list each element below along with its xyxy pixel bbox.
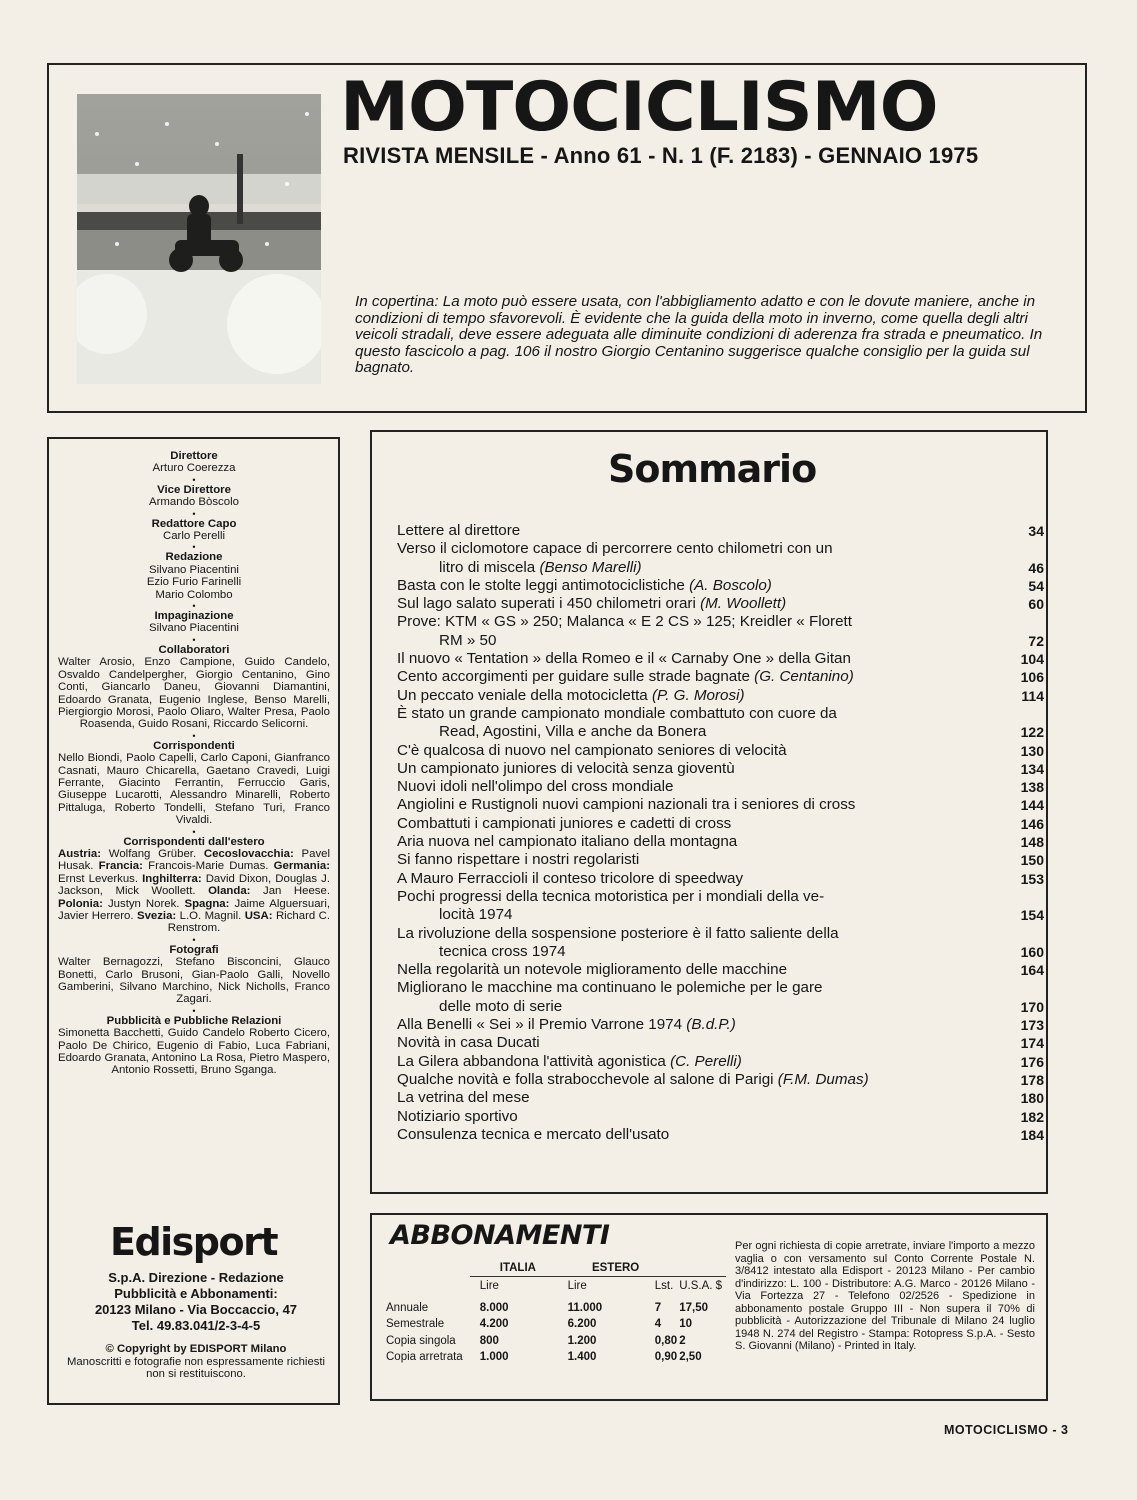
toc-entry-title: Migliorano le macchine ma continuano le polemiche per le gare	[397, 979, 823, 997]
country-label: USA:	[244, 910, 273, 922]
toc-page-number: 104	[1020, 651, 1044, 668]
toc-page-number: 144	[1020, 797, 1044, 814]
toc-entry	[397, 540, 1044, 577]
role-title: Redattore Capo	[151, 517, 237, 530]
corrispondenti-list: Nello Biondi, Paolo Capelli, Carlo Caponi, Gianfranco Casnati, Mauro Chicarella, Gaetano Cravedi, Luigi Ferrante, Giacinto Ferrantin, Ferruccio Garis, Giuseppe Lucarotti, Alessandro Minarelli, Roberto Pittaluga, Roberto Tondelli, Stefano Turi, Franco Vivaldi.	[58, 752, 330, 827]
country-names: Francois-Marie Dumas.	[148, 860, 269, 873]
toc-entry-title: La Gilera abbandona l'attività agonistica	[397, 1052, 666, 1070]
country-label: Olanda:	[208, 885, 251, 898]
toc-entry-title: Il nuovo « Tentation » della Romeo e il « Carnaby One » della Gitan	[397, 650, 851, 668]
staff-name: Mario Colombo	[155, 588, 233, 601]
toc-page-number: 148	[1020, 834, 1044, 851]
motorcyclist-in-snow-image	[77, 94, 321, 384]
toc-entry	[397, 778, 1044, 796]
toc-entry	[397, 796, 1044, 814]
toc-page-number: 174	[1020, 1035, 1044, 1052]
toc-page-number: 34	[1028, 523, 1044, 539]
toc-entry	[397, 1089, 1044, 1107]
toc-page-number: 153	[1020, 870, 1044, 887]
toc-entry	[397, 577, 1044, 595]
price-cell: 0,90	[654, 1351, 678, 1364]
role-title: Direttore	[170, 450, 218, 462]
fotografi-list: Walter Bernagozzi, Stefano Bisconcini, Glauco Bonetti, Carlo Brusoni, Gian-Paolo Galli, Novello Gamberini, Silvano Marchino, Nick Nicholls, Franco Zagari.	[58, 956, 330, 1006]
toc-entry	[397, 760, 1044, 778]
toc-entry-title: Consulenza tecnica e mercato dell'usato	[397, 1125, 670, 1143]
toc-entry	[397, 1071, 1044, 1089]
separator-dot: •	[192, 508, 196, 519]
toc-page-number: 60	[1028, 596, 1044, 613]
copyright-notice	[60, 1343, 332, 1381]
staff-name: Silvano Piacentini	[149, 563, 239, 576]
subscription-price-table	[386, 1260, 726, 1365]
toc-entry-line	[397, 577, 982, 595]
country-names: Justyn Norek.	[107, 897, 180, 910]
toc-page-number: 72	[1028, 632, 1044, 649]
toc-entry-title: Si fanno rispettare i nostri regolaristi	[397, 851, 640, 869]
toc-entry-title: Aria nuova nel campionato italiano della montagna	[397, 833, 738, 851]
price-cell: 2,50	[679, 1351, 702, 1364]
toc-page-number: 54	[1028, 577, 1044, 594]
toc-entry-title: Basta con le stolte leggi antimotociclistiche	[397, 576, 685, 594]
country-names: Jan Heese.	[263, 885, 330, 898]
country-label: Cecoslovacchia:	[203, 847, 294, 860]
country-names: Pavel Husak.	[58, 847, 331, 873]
toc-page-number: 182	[1020, 1108, 1044, 1125]
toc-entry-title: Angiolini e Rustignoli nuovi campioni nazionali tra i seniores di cross	[397, 796, 856, 814]
toc-entry	[397, 1034, 1044, 1052]
price-cell: 8.000	[479, 1301, 509, 1314]
role-title: Corrispondenti	[153, 739, 235, 752]
toc-entry-line	[397, 1016, 982, 1034]
toc-entry-title: Nella regolarità un notevole miglioramento delle macchine	[397, 961, 788, 979]
toc-entry-title: Un peccato veniale della motocicletta	[397, 686, 648, 704]
country-label: Polonia:	[58, 897, 103, 910]
separator-dot: •	[192, 474, 196, 485]
toc-entry-title: Pochi progressi della tecnica motoristica per i mondiali della ve-	[397, 887, 825, 905]
toc-entry-line	[397, 595, 982, 613]
publisher-line: Pubblicità e Abbonamenti:	[114, 1286, 278, 1301]
toc-page-number: 122	[1020, 724, 1044, 741]
separator-dot: •	[192, 1005, 196, 1016]
toc-page-number: 130	[1020, 742, 1044, 759]
toc-entry-author: (Benso Marelli)	[539, 558, 642, 576]
toc-entry-author: (C. Perelli)	[670, 1052, 742, 1070]
toc-entry	[397, 851, 1044, 869]
toc-entry-title: Sul lago salato superati i 450 chilometri orari	[397, 595, 696, 613]
publisher-line: 20123 Milano - Via Boccaccio, 47	[94, 1302, 298, 1317]
subscription-notes: Per ogni richiesta di copie arretrate, inviare l'importo a mezzo vaglia o con versamento sul Conto Corrente Postale N. 3/8412 intestato alla Edisport - 20123 Milano - Per cambio d'indirizzo: L. 100 - Distributore: A.G. Marco - 20126 Milano - Via Fortezza 27 - Telefono 02/2526 - Spedizione in abbonamento postale Gruppo III - Non supera il 70% di pubblicità - Autorizzazione del Tribunale di Milano 24 luglio 1948 N. 274 del Registro - Stampa: Rotopress S.p.A. - Sesto S. Giovanni (Milano) - Printed in Italy.	[735, 1240, 1035, 1352]
toc-entry-title: Qualche novità e folla strabocchevole al salone di Parigi	[397, 1070, 774, 1088]
table-of-contents	[397, 522, 1044, 1144]
toc-page-number: 134	[1020, 760, 1044, 777]
separator-dot: •	[192, 601, 196, 612]
separator-dot: •	[192, 826, 196, 837]
manuscripts-notice: Manoscritti e fotografie non espressamente richiesti non si restituiscono.	[66, 1355, 326, 1381]
country-label: Austria:	[58, 847, 102, 860]
toc-entry	[397, 668, 1044, 686]
toc-page-number: 150	[1020, 852, 1044, 869]
country-label: Svezia:	[136, 910, 177, 922]
toc-entry	[397, 1126, 1044, 1144]
publisher-address	[60, 1270, 332, 1334]
toc-entry	[397, 595, 1044, 613]
toc-entry	[397, 687, 1044, 705]
toc-page-number: 170	[1020, 998, 1044, 1015]
toc-entry	[397, 979, 1044, 1016]
toc-page-number: 154	[1020, 907, 1044, 924]
column-header: Lst.	[654, 1279, 674, 1292]
cover-caption: In copertina: La moto può essere usata, con l'abbigliamento adatto e con le dovute maniere, anche in condizioni di tempo sfavorevoli. È evidente che la guida della moto in inverno, come quella degli altri veicoli stradali, deve essere adeguata alle diminuite condizioni di aderenza fra strada e pneumatico. In questo fascicolo a pag. 106 il nostro Giorgio Centanino suggerisce qualche consiglio per la guida sul bagnato.	[355, 293, 1043, 376]
price-row	[386, 1300, 726, 1316]
subscriptions-title: ABBONAMENTI	[390, 1220, 610, 1251]
toc-entry-title: RM » 50	[439, 631, 497, 649]
toc-entry-author: (A. Boscolo)	[689, 576, 772, 594]
toc-entry-title: Alla Benelli « Sei » il Premio Varrone 1974	[397, 1016, 683, 1034]
country-names: Jaime Alguersuari, Javier Herrero.	[58, 897, 331, 922]
toc-entry-title: Verso il ciclomotore capace di percorrere cento chilometri con un	[397, 540, 833, 558]
toc-page-number: 106	[1020, 669, 1044, 686]
toc-entry-line	[397, 559, 982, 577]
issue-subtitle: RIVISTA MENSILE - Anno 61 - N. 1 (F. 2183) - GENNAIO 1975	[343, 143, 979, 168]
role-title: Fotografi	[169, 943, 219, 956]
role-title: Vice Direttore	[157, 483, 231, 496]
toc-page-number: 176	[1020, 1053, 1044, 1070]
toc-page-number: 180	[1020, 1090, 1044, 1107]
price-column-headers	[386, 1277, 726, 1294]
price-cell: 10	[679, 1318, 693, 1331]
pubblicita-list: Simonetta Bacchetti, Guido Candelo Roberto Cicero, Paolo De Chirico, Eugenio di Fabio, Luca Fabriani, Edoardo Granata, Antonino La Rosa, Pietro Maspero, Antonio Rossetti, Bruno Sganga.	[58, 1027, 330, 1077]
group-italia: ITALIA ESTERO	[470, 1260, 655, 1277]
row-label: Copia arretrata	[386, 1351, 463, 1364]
row-label: Copia singola	[386, 1334, 456, 1347]
separator-dot: •	[192, 542, 196, 553]
price-row	[386, 1333, 726, 1349]
price-row	[386, 1349, 726, 1365]
toc-entry-title: litro di miscela	[439, 558, 536, 576]
toc-entry	[397, 870, 1044, 888]
price-cell: 11.000	[567, 1301, 603, 1314]
toc-entry	[397, 613, 1044, 650]
publisher-line: Tel. 49.83.041/2-3-4-5	[131, 1318, 261, 1333]
toc-entry-title: Lettere al direttore	[397, 522, 521, 539]
separator-dot: •	[192, 934, 196, 945]
toc-entry	[397, 815, 1044, 833]
toc-page-number: 146	[1020, 815, 1044, 832]
country-names: David Dixon, Douglas J. Jackson, Mick Woollett.	[58, 872, 330, 898]
toc-entry-line	[397, 687, 982, 705]
toc-entry-author: (P. G. Morosi)	[651, 686, 745, 704]
toc-entry-author: (M. Woollett)	[700, 595, 787, 613]
toc-entry-title: delle moto di serie	[439, 997, 563, 1015]
toc-entry-title: Cento accorgimenti per guidare sulle strade bagnate	[397, 668, 750, 686]
toc-entry-title: Un campionato juniores di velocità senza gioventù	[397, 759, 735, 777]
collaboratori-list: Walter Arosio, Enzo Campione, Guido Candelo, Osvaldo Candelpergher, Giorgio Centanino, Gino Conti, Giancarlo Daneu, Giovanni Diamantini, Edoardo Granata, Eugenio Inglese, Benso Marelli, Piergiorgio Morosi, Paolo Oliaro, Walter Presa, Paolo Roasenda, Guido Rosani, Riccardo Selicorni.	[58, 656, 330, 731]
separator-dot: •	[192, 634, 196, 645]
price-cell: 1.000	[479, 1351, 509, 1364]
staff-credits	[58, 450, 330, 1078]
toc-entry-line	[397, 1071, 982, 1089]
toc-entry	[397, 1108, 1044, 1126]
toc-entry-title: locità 1974	[439, 906, 513, 924]
price-cell: 4.200	[479, 1318, 509, 1331]
publisher-line: S.p.A. Direzione - Redazione	[108, 1270, 284, 1285]
price-cell: 4	[654, 1318, 662, 1331]
toc-entry-title: Notiziario sportivo	[397, 1107, 518, 1125]
foreign-correspondents	[58, 848, 330, 935]
price-cell: 2	[679, 1334, 686, 1347]
country-label: Francia:	[98, 860, 143, 873]
staff-name: Arturo Coerezza	[152, 462, 236, 475]
role-title: Impaginazione	[154, 610, 234, 623]
toc-entry	[397, 705, 1044, 742]
toc-entry-author: (B.d.P.)	[686, 1016, 736, 1034]
toc-entry-line	[397, 1053, 982, 1071]
price-cell: 1.400	[567, 1351, 597, 1364]
role-title: Collaboratori	[158, 643, 230, 656]
toc-entry-title: Nuovi idoli nell'olimpo del cross mondiale	[397, 778, 674, 796]
magazine-masthead: MOTOCICLISMO	[340, 68, 938, 147]
toc-entry-author: (G. Centanino)	[754, 668, 854, 686]
sommario-title: Sommario	[608, 447, 817, 491]
country-label: Inghilterra:	[142, 872, 202, 885]
toc-entry-title: Combattuti i campionati juniores e cadetti di cross	[397, 814, 732, 832]
column-header: Lire	[479, 1279, 499, 1292]
toc-entry	[397, 522, 1044, 540]
toc-entry-title: La rivoluzione della sospensione posteriore è il fatto saliente della	[397, 924, 839, 942]
toc-entry-title: Read, Agostini, Villa e anche da Bonera	[439, 723, 707, 741]
column-header: Lire	[567, 1279, 587, 1292]
toc-entry	[397, 925, 1044, 962]
page-folio: MOTOCICLISMO - 3	[944, 1423, 1069, 1437]
role-title: Redazione	[165, 551, 223, 564]
toc-entry-title: È stato un grande campionato mondiale combattuto con cuore da	[397, 704, 837, 722]
row-label: Semestrale	[386, 1318, 445, 1331]
toc-entry	[397, 650, 1044, 668]
role-title: Pubblicità e Pubbliche Relazioni	[106, 1014, 282, 1027]
group-estero: ESTERO	[591, 1262, 640, 1275]
country-label: Germania:	[273, 860, 330, 873]
edisport-logo: Edisport	[110, 1220, 278, 1264]
country-names: Wolfang Grüber.	[108, 847, 197, 860]
toc-page-number: 164	[1020, 962, 1044, 979]
price-cell: 1.200	[567, 1334, 597, 1347]
price-cell: 800	[479, 1334, 499, 1347]
toc-entry	[397, 1053, 1044, 1071]
toc-page-number: 160	[1020, 943, 1044, 960]
toc-page-number: 138	[1020, 779, 1044, 796]
price-cell: 7	[654, 1301, 662, 1314]
toc-page-number: 114	[1021, 687, 1044, 704]
cover-photo	[77, 94, 321, 384]
staff-name: Ezio Furio Farinelli	[146, 576, 242, 589]
toc-entry	[397, 888, 1044, 925]
toc-entry-line	[397, 668, 982, 686]
toc-entry-author: (F.M. Dumas)	[777, 1070, 869, 1088]
price-cell: 17,50	[679, 1301, 708, 1314]
toc-entry-title: A Mauro Ferraccioli il conteso tricolore di speedway	[397, 869, 744, 887]
country-label: Spagna:	[184, 897, 230, 910]
toc-entry-title: C'è qualcosa di nuovo nel campionato seniores di velocità	[397, 741, 787, 759]
toc-page-number: 173	[1020, 1017, 1044, 1034]
separator-dot: •	[192, 730, 196, 741]
country-names: Richard C. Renstrom.	[167, 910, 330, 935]
price-cell: 0,80	[654, 1334, 678, 1347]
country-names: L.O. Magnil.	[179, 910, 242, 922]
row-label: Annuale	[386, 1301, 429, 1314]
toc-page-number: 178	[1020, 1071, 1044, 1088]
toc-entry	[397, 1016, 1044, 1034]
toc-page-number: 46	[1028, 559, 1044, 576]
price-cell: 6.200	[567, 1318, 597, 1331]
staff-name: Silvano Piacentini	[149, 622, 239, 635]
toc-page-number: 184	[1020, 1126, 1044, 1143]
staff-name: Carlo Perelli	[162, 530, 226, 543]
role-title: Corrispondenti dall'estero	[123, 835, 265, 848]
toc-entry-title: Novità in casa Ducati	[397, 1034, 540, 1052]
toc-entry-title: La vetrina del mese	[397, 1089, 530, 1107]
country-names: Ernst Leverkus.	[58, 872, 139, 885]
toc-entry	[397, 742, 1044, 760]
column-header: U.S.A. $	[679, 1279, 723, 1292]
toc-entry	[397, 961, 1044, 979]
toc-entry	[397, 833, 1044, 851]
staff-name: Armando Bòscolo	[149, 496, 239, 509]
toc-entry-title: tecnica cross 1974	[439, 942, 566, 960]
price-row	[386, 1316, 726, 1332]
toc-entry-title: Prove: KTM « GS » 250; Malanca « E 2 CS » 125; Kreidler « Florett	[397, 613, 852, 631]
copyright-line: © Copyright by EDISPORT Milano	[105, 1343, 287, 1355]
